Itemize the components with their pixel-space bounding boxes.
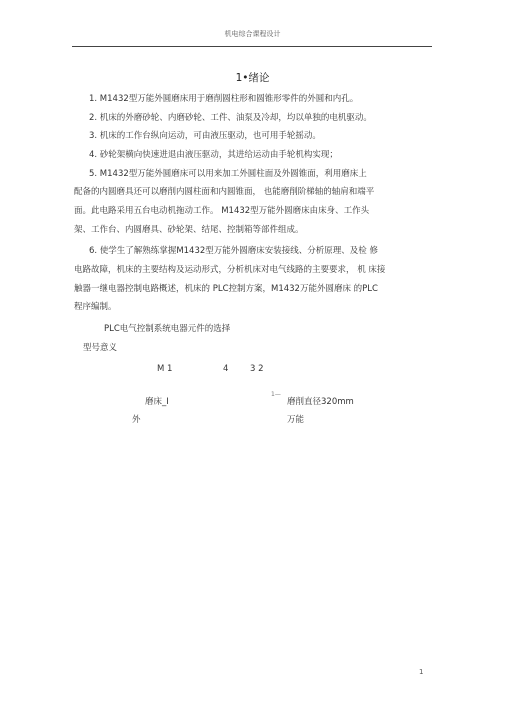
- paragraph-line: 面。此电路采用五台电动机拖动工作。 M1432型万能外圆磨床由床身、工作头: [74, 206, 370, 216]
- model-digit: 4: [223, 364, 229, 374]
- diagram-label-diameter: 磨削直径320mm: [287, 397, 354, 407]
- diagram-label-universal: 万能: [287, 415, 305, 425]
- page-number: 1: [419, 668, 424, 676]
- list-item: 3. 机床的工作台纵向运动，可由液压驱动，也可用手轮摇动。: [89, 131, 321, 141]
- paragraph-line: 电路故障，机床的主要结构及运动形式，分析机床对电气线路的主要要求， 机 床接: [74, 265, 386, 275]
- model-digit: 3 2: [250, 364, 264, 374]
- paragraph-line: 6. 使学生了解熟练掌握M1432型万能外圆磨床安装接线、分析原理、及检 修: [89, 246, 378, 256]
- list-item: 4. 砂轮架横向快速进退由液压驱动，其进给运动由手轮机构实现；: [89, 150, 338, 160]
- section-title: 1•绪论: [235, 72, 270, 84]
- paragraph-line: 5. M1432型万能外圆磨床可以用来加工外圆柱面及外圆锥面，利用磨床上: [89, 169, 367, 179]
- model-digit: M 1: [157, 364, 173, 374]
- paragraph-line: 触器一继电器控制电路概述，机床的 PLC控制方案，M1432万能外圆磨床 的PLC: [74, 284, 378, 294]
- list-item: 2. 机床的外磨砂轮、内磨砂轮、工件、油泵及冷却，均以单独的电机驱动。: [89, 113, 372, 123]
- page-header: 机电综合课程设计: [224, 30, 281, 38]
- list-item: 1. M1432型万能外圆磨床用于磨削圆柱形和圆锥形零件的外圆和内孔。: [89, 94, 359, 104]
- header-rule: [72, 46, 432, 47]
- section-heading: PLC电气控制系统电器元件的选择: [104, 324, 231, 334]
- paragraph-line: 配备的内圆磨具还可以磨削内圆柱面和内圆锥面， 也能磨削阶梯轴的轴肩和端平: [74, 187, 375, 197]
- model-meaning-label: 型号意义: [83, 343, 118, 353]
- diagram-bracket-mark: 1—: [271, 391, 281, 398]
- diagram-label-outer: 外: [132, 415, 141, 425]
- diagram-label-grinder: 磨床_I: [145, 397, 169, 407]
- paragraph-line: 架、工作台、内圆磨具、砂轮架、结尾、控制箱等部件组成。: [74, 225, 304, 235]
- paragraph-line: 程序编制。: [74, 302, 117, 312]
